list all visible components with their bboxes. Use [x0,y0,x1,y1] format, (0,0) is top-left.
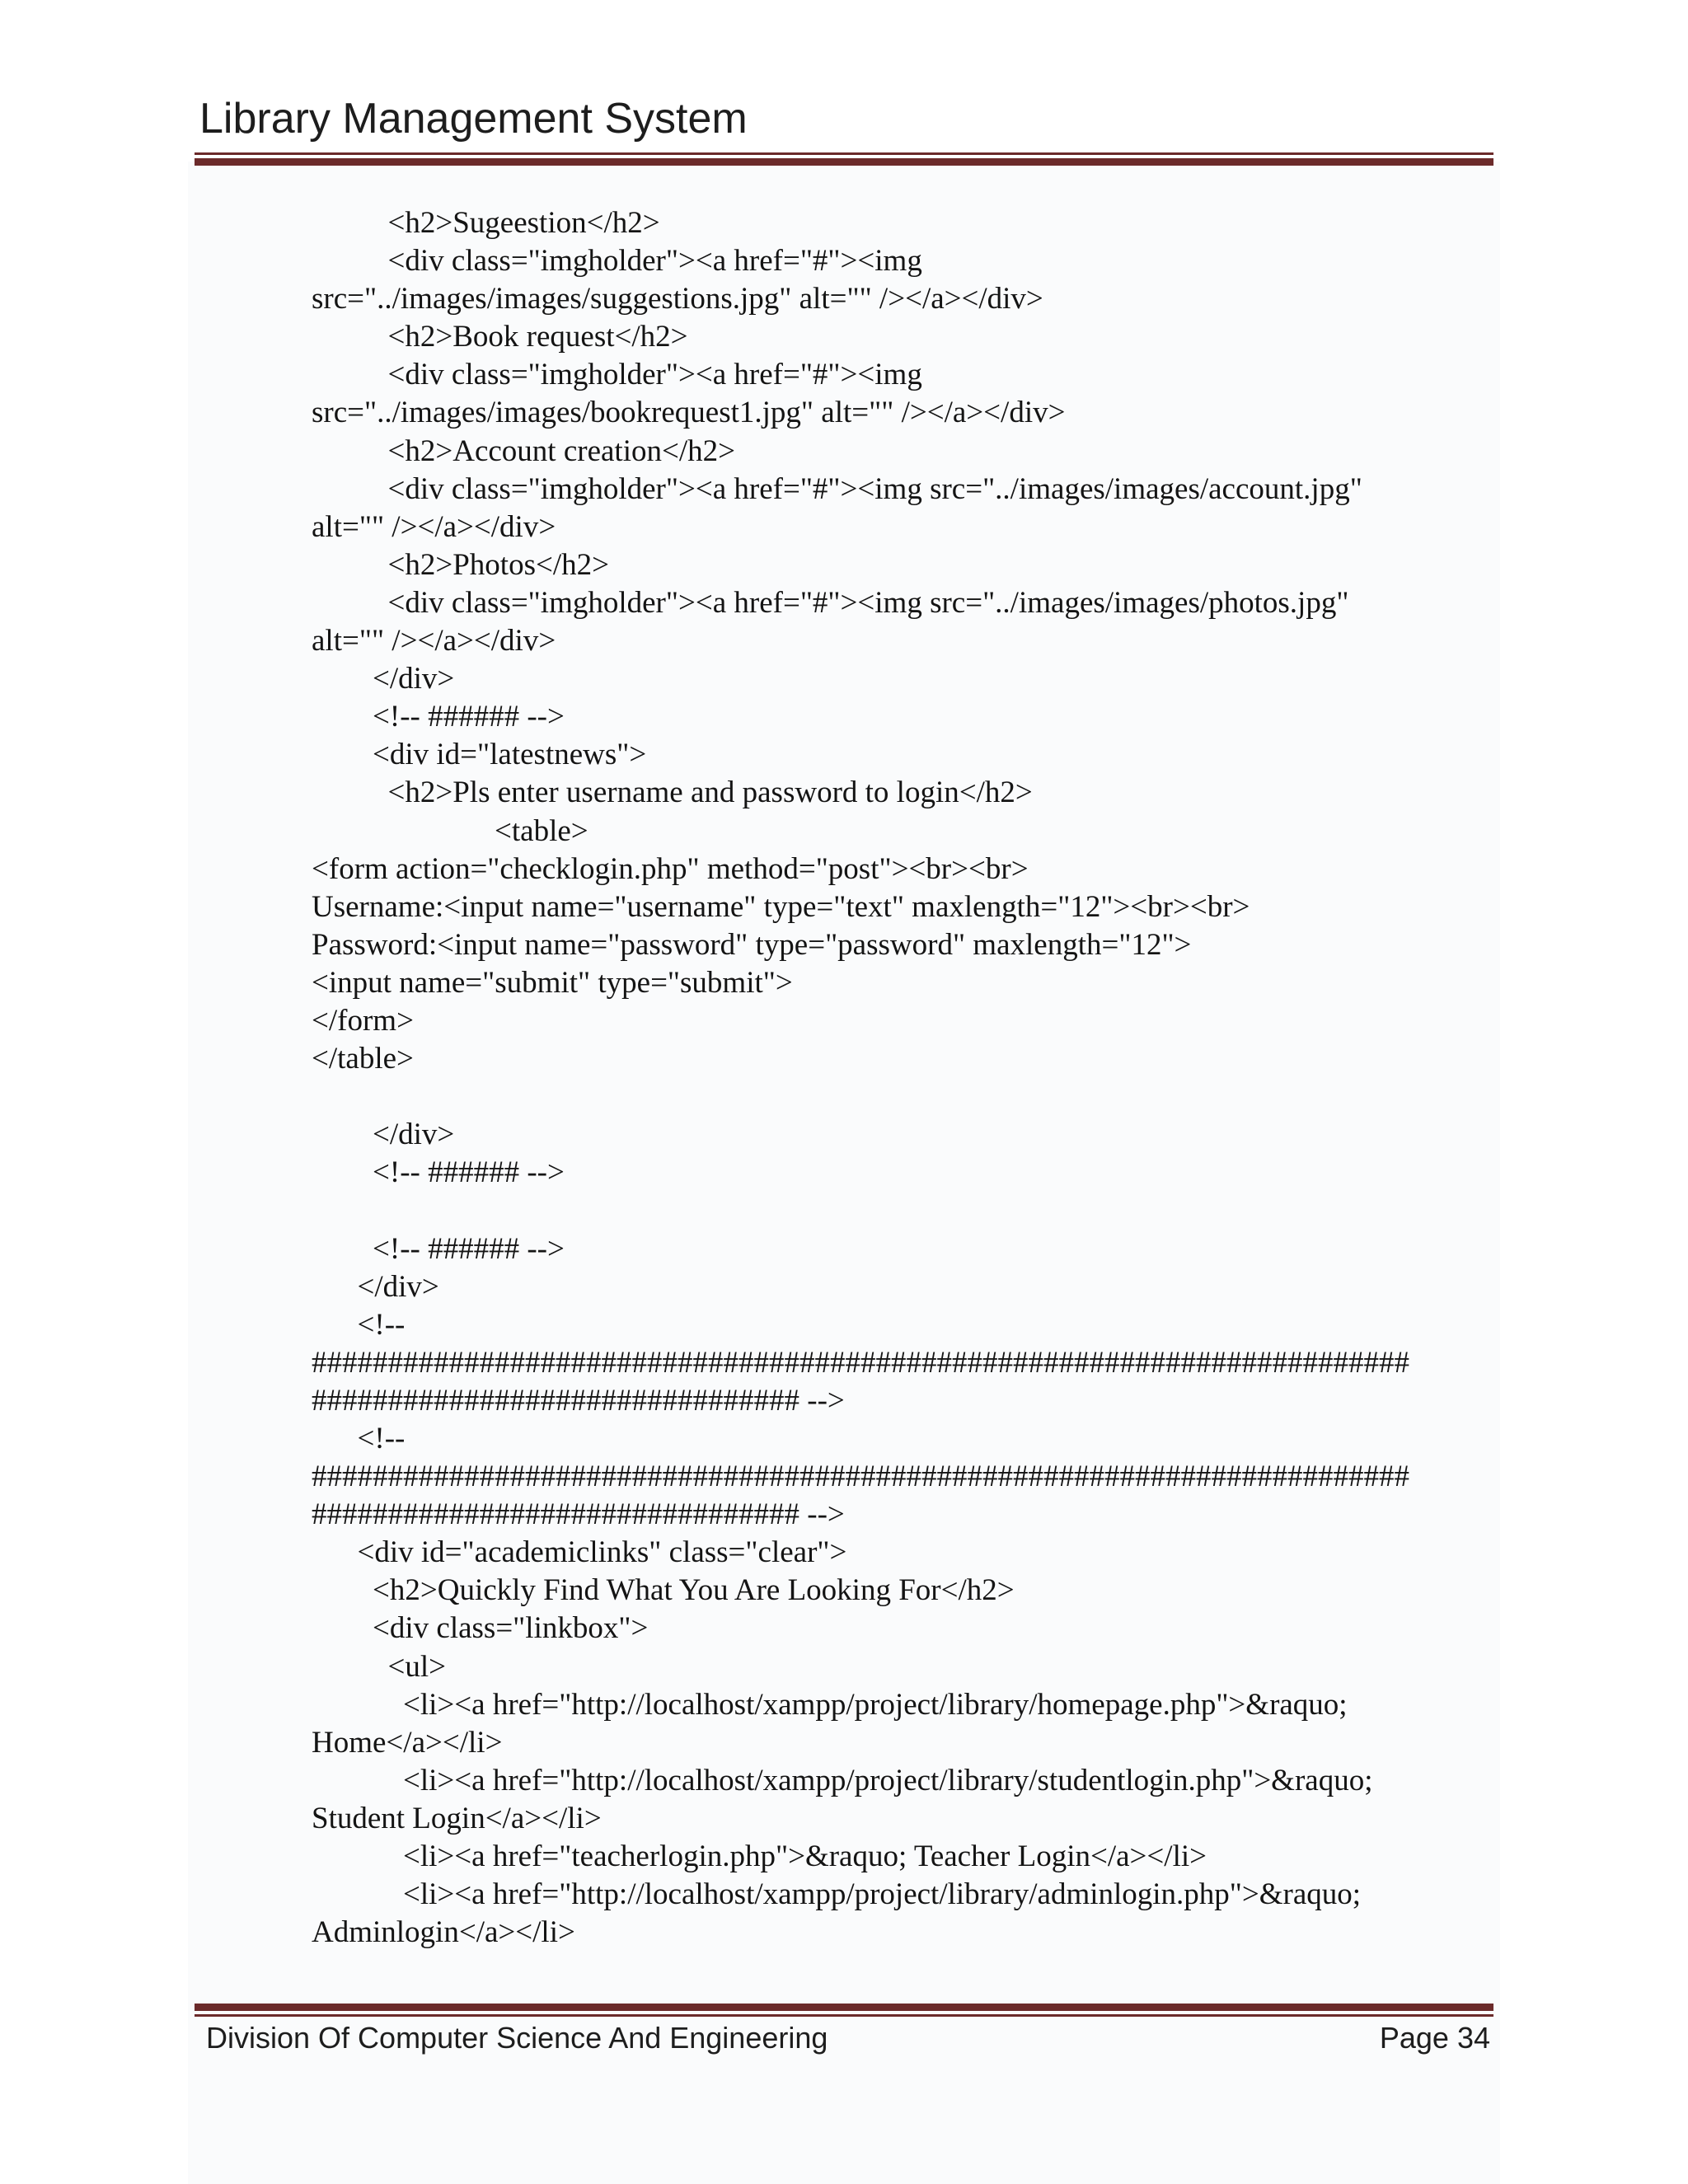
code-line: </form> [312,1003,414,1038]
code-line: <!-- [312,1422,406,1455]
code-line: </div> [312,1118,455,1152]
code-line: Adminlogin</a></li> [312,1915,575,1950]
code-line: alt="" /></a></div> [312,624,556,658]
code-line: <h2>Quickly Find What You Are Looking For</h2> [312,1573,1015,1608]
code-line: <h2>Sugeestion</h2> [312,206,660,240]
code-line: <!-- [312,1307,406,1342]
code-line: <li><a href="http://localhost/xampp/project/library/adminlogin.php">&raquo; [312,1877,1362,1912]
code-line: <div class="imgholder"><a href="#"><img [312,358,922,392]
code-line: <li><a href="http://localhost/xampp/project/library/homepage.php">&raquo; [312,1687,1348,1722]
code-line: <input name="submit" type="submit"> [312,965,793,1000]
code-line: <div class="imgholder"><a href="#"><img [312,244,922,279]
code-line: <h2>Pls enter username and password to login</h2> [312,776,1033,810]
code-line [312,1192,1498,1230]
code-line: Student Login</a></li> [312,1801,602,1835]
code-line: <div class="linkbox"> [312,1611,649,1646]
code-line: ######################################################################## [312,1345,1409,1380]
header-rule-thick [195,158,1493,166]
code-line: src="../images/images/suggestions.jpg" alt="" /></a></div> [312,282,1043,316]
code-line: </div> [312,662,455,696]
code-line [312,1078,1498,1116]
code-line: <!-- ###### --> [312,1231,565,1266]
footer-rule-thick [195,2004,1493,2011]
code-line: <h2>Account creation</h2> [312,434,735,468]
code-line: ################################ --> [312,1383,845,1418]
code-line: <form action="checklogin.php" method="post"><br><br> [312,851,1029,886]
header-rule-thin [195,152,1493,155]
code-line: <h2>Photos</h2> [312,547,610,582]
code-line: <h2>Book request</h2> [312,320,688,354]
code-line: <li><a href="teacherlogin.php">&raquo; Teacher Login</a></li> [312,1840,1207,1874]
code-line: ################################ --> [312,1497,845,1532]
code-line: <div id="latestnews"> [312,738,647,772]
footer-page-number: Page 34 [1379,2021,1490,2055]
code-line: <div class="imgholder"><a href="#"><img src="../images/images/photos.jpg" [312,585,1349,620]
footer-division-text: Division Of Computer Science And Engineering [206,2021,828,2055]
code-line: </div> [312,1269,439,1304]
code-line: <!-- ###### --> [312,1155,565,1190]
code-line: ######################################################################## [312,1460,1409,1494]
code-line: Username:<input name="username" type="text" maxlength="12"><br><br> [312,889,1250,924]
footer-rule-thin [195,2014,1493,2017]
code-line: <table> [312,813,588,848]
code-line: <ul> [312,1649,447,1684]
page-header-title: Library Management System [199,95,748,143]
code-line: Home</a></li> [312,1725,503,1760]
code-line: <!-- ###### --> [312,700,565,734]
code-line: alt="" /></a></div> [312,509,556,544]
code-line: src="../images/images/bookrequest1.jpg" alt="" /></a></div> [312,396,1066,430]
code-line: <div class="imgholder"><a href="#"><img src="../images/images/account.jpg" [312,471,1362,506]
code-line: Password:<input name="password" type="password" maxlength="12"> [312,927,1192,962]
code-line: </table> [312,1042,414,1076]
code-line: <div id="academiclinks" class="clear"> [312,1535,847,1570]
code-listing [312,204,1498,1952]
code-line: <li><a href="http://localhost/xampp/project/library/studentlogin.php">&raquo; [312,1763,1373,1797]
